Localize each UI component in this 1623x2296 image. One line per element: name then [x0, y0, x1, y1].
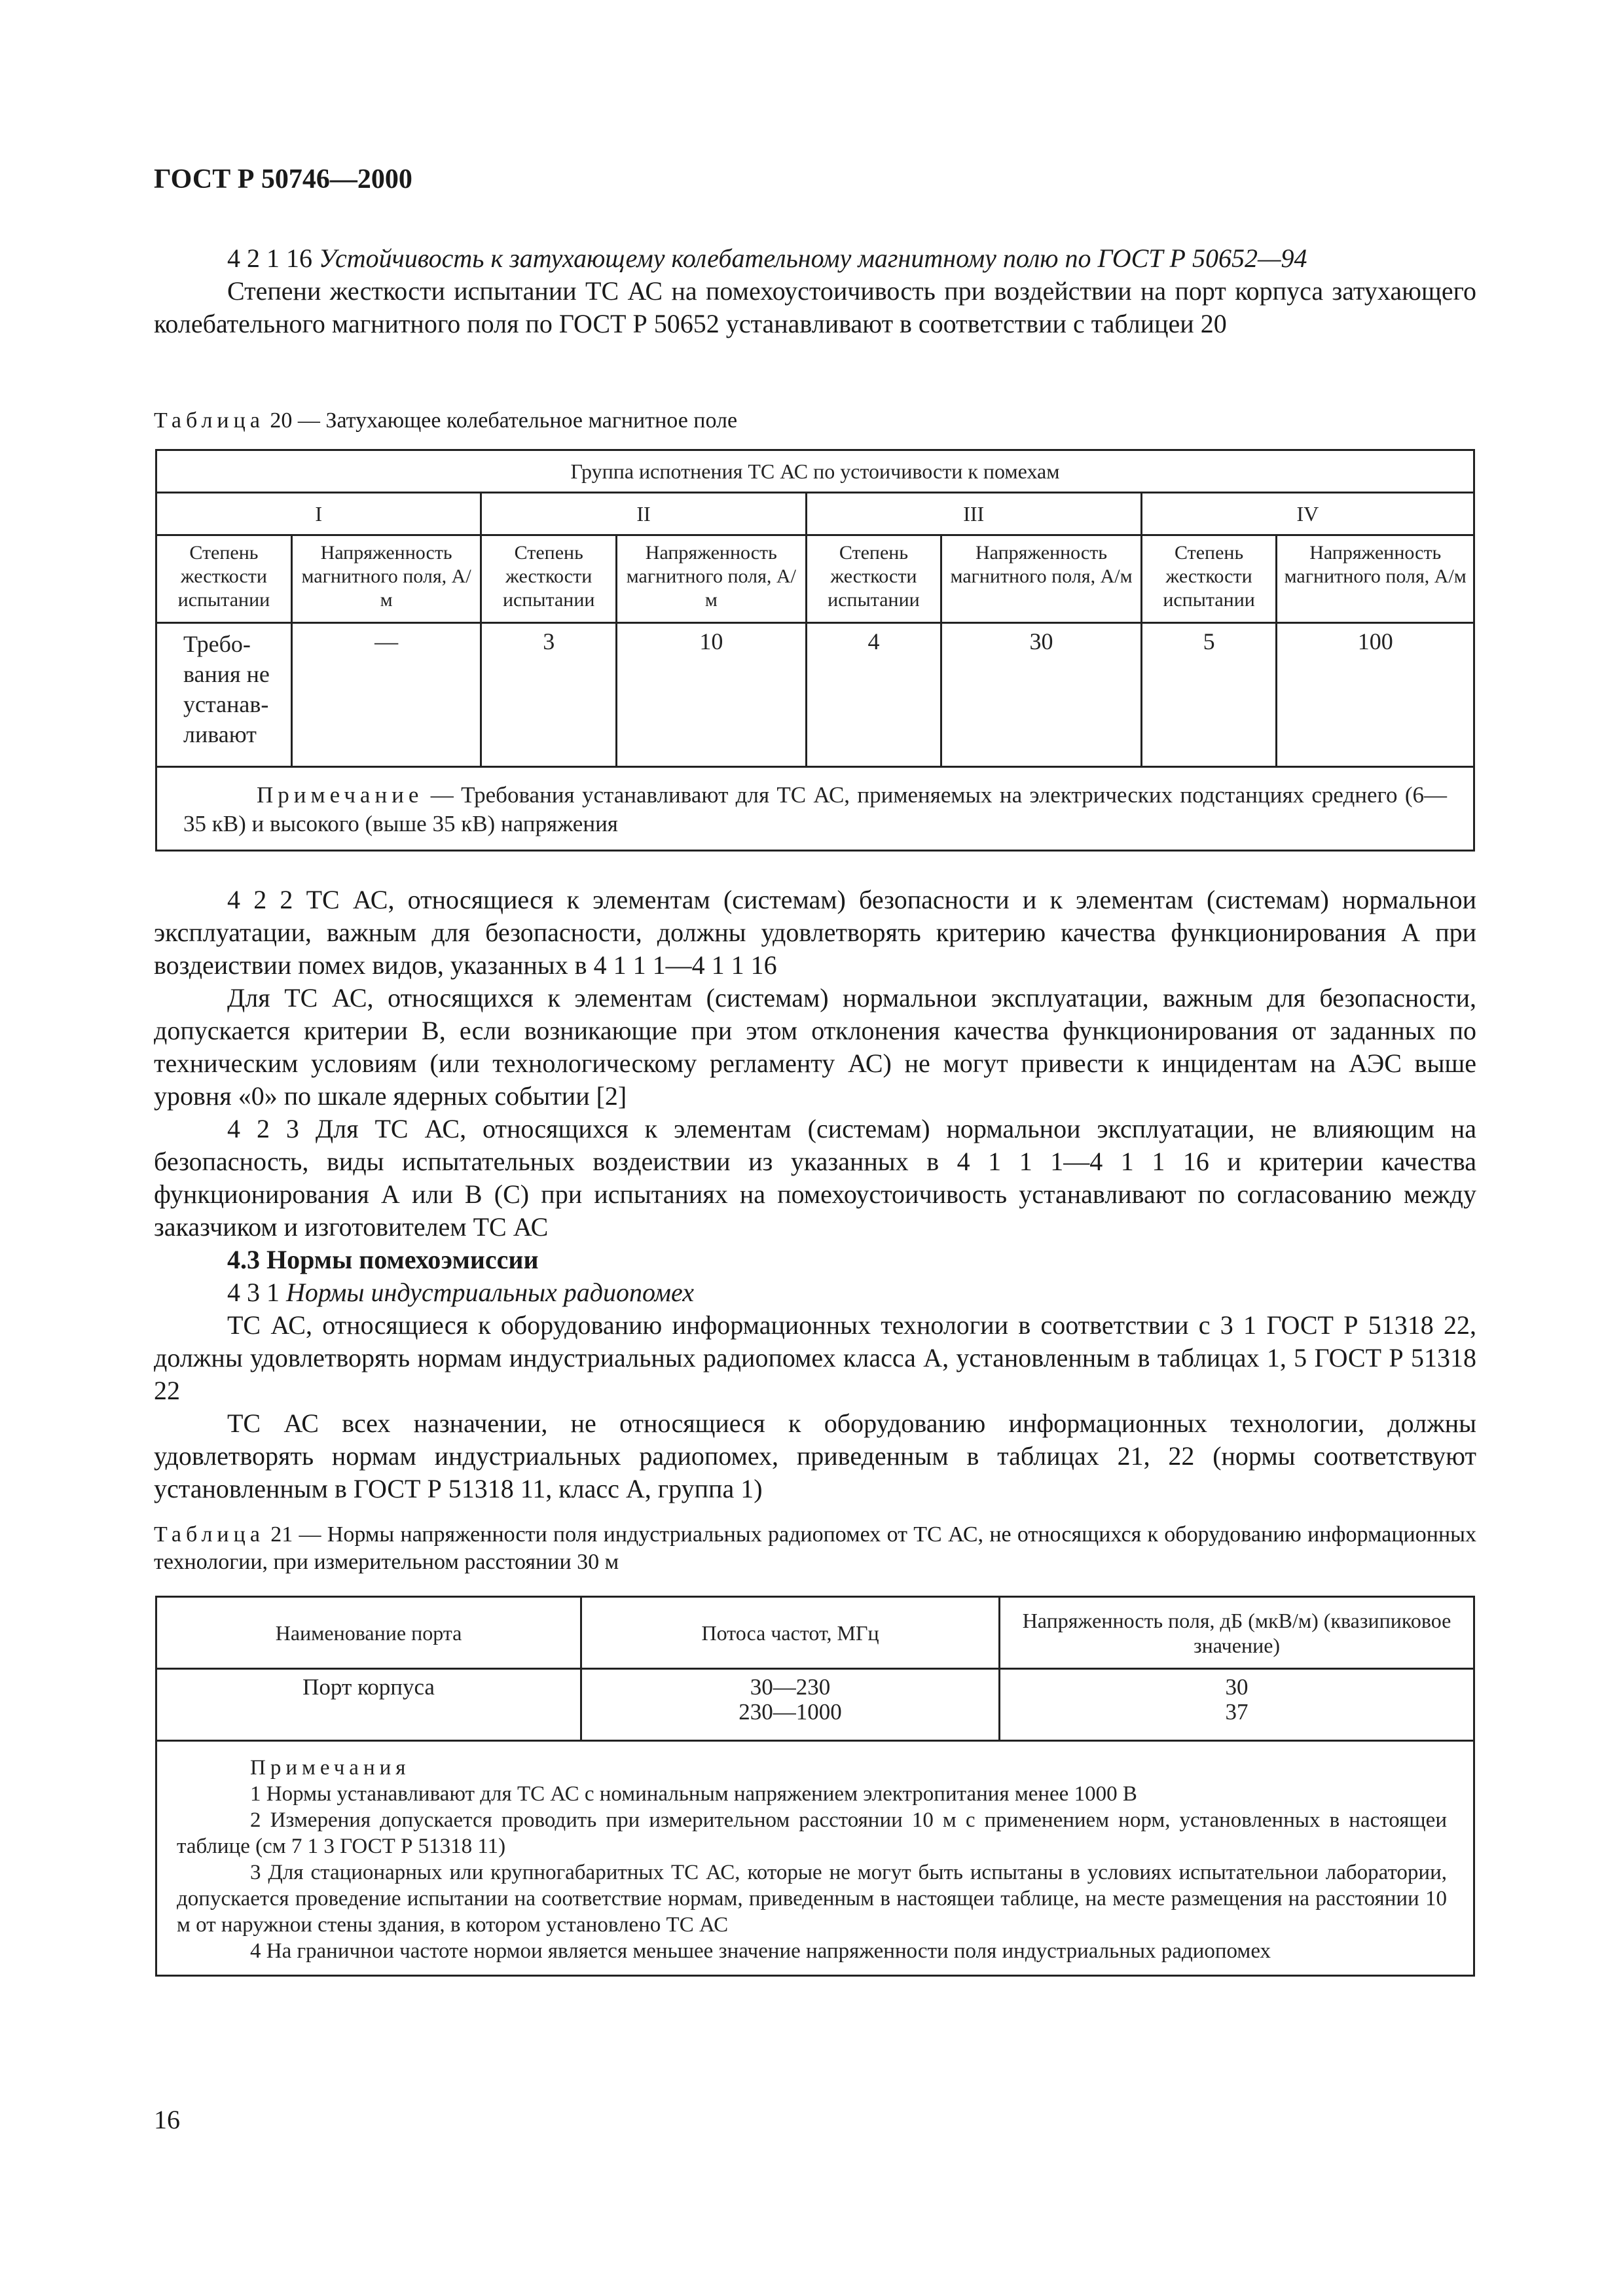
section-title: Нормы индустриальных радиопомех: [286, 1278, 695, 1307]
note-label: Примечание: [257, 782, 424, 808]
section-4-2-1-16: [154, 242, 1476, 340]
paragraph-text: 4 2 2 ТС АС, относящиеся к элементам (системам) безопасности и к элементам (системам) нормальнои эксплуатации, важным для безопасности, должны удовлетворять критерию качества функционирования А при воздеиствии помех видов, указанных в 4 1 1 1—4 1 1 16: [154, 885, 1476, 980]
table-note-row: [156, 767, 1474, 851]
value-cell: 4: [806, 623, 941, 767]
strength-header-cell: Напряженность магнитного поля, А/м: [291, 535, 481, 623]
paragraph-text: Для ТС АС, относящихся к элементам (системам) нормальнои эксплуатации, важным для безопасности, допускается критерии В, если возникающие при этом отклонения качества функционирования от заданных по техническим условиям (или технологическому регламенту АС) не могут привести к инцидентам на АЭС выше уровня «0» по шкале ядерных событии [2]: [154, 983, 1476, 1111]
section-text: Степени жесткости испытании ТС АС на помехоустоичивость при воздействии на порт корпуса затухающего колебательного магнитного поля по ГОСТ Р 50652 устанавливают в соответствии с таблицеи 20: [154, 276, 1476, 338]
note-item: 1 Нормы устанавливают для ТС АС с номинальным напряжением электропитания менее 1000 В: [250, 1782, 1137, 1806]
section-number: 4 2 1 16: [227, 243, 319, 273]
band-cell: [581, 1669, 1000, 1741]
level-cell: [1000, 1669, 1474, 1741]
table-21: [155, 1596, 1475, 1977]
table-notes-cell: [156, 1741, 1474, 1976]
value-cell: —: [291, 623, 481, 767]
band-value: 30—230: [750, 1674, 831, 1700]
table-column-header-row: [156, 535, 1474, 623]
strength-header-cell: Напряженность магнитного поля, А/м: [1277, 535, 1474, 623]
section-title: Устойчивость к затухающему колебательному магнитному полю по ГОСТ Р 50652—94: [319, 243, 1307, 273]
degree-header-cell: Степень жесткости испытании: [1141, 535, 1277, 623]
paragraph-text: ТС АС всех назначении, не относящиеся к оборудованию информационных технологии, должны удовлетворять нормам индустриальных радиопомех, приведенным в таблицах 21, 22 (нормы соответствуют установленным в ГОСТ Р 51318 11, класс А, группа 1): [154, 1408, 1476, 1503]
table-notes-row: [156, 1741, 1474, 1976]
group-cell: I: [156, 493, 481, 535]
paragraph-text: ТС АС, относящиеся к оборудованию информационных технологии в соответствии с 3 1 ГОСТ Р 51318 22, должны удовлетворять нормам индустриальных радиопомех класса А, установленным в таблицах 1, 5 ГОСТ Р 51318 22: [154, 1310, 1476, 1405]
level-value: 37: [1225, 1699, 1249, 1725]
paragraph-4-2-2: [154, 884, 1476, 1505]
table-note-cell: [156, 767, 1474, 851]
value-cell: 10: [617, 623, 807, 767]
group-header-cell: Группа испотнения ТС АС по устоичивости к помехам: [156, 450, 1474, 493]
degree-header-cell: Степень жесткости испытании: [156, 535, 292, 623]
level-value: 30: [1225, 1674, 1249, 1700]
strength-header-cell: Напряженность магнитного поля, А/м: [941, 535, 1141, 623]
strength-header-cell: Напряженность поля, дБ (мкВ/м) (квазипиковое значение): [1000, 1597, 1474, 1669]
group-cell: IV: [1141, 493, 1474, 535]
note-item: 2 Измерения допускается проводить при измерительном расстоянии 10 м с применением норм, установленных в настоящеи таблице (см 7 1 3 ГОСТ Р 51318 11): [177, 1808, 1447, 1858]
value-cell: 100: [1277, 623, 1474, 767]
note-text: — Требования устанавливают для ТС АС, применяемых на электрических подстанциях среднего (6—35 кВ) и высокого (выше 35 кВ) напряжения: [183, 782, 1447, 836]
table-20: [155, 449, 1475, 852]
notes-label: Примечания: [250, 1756, 410, 1780]
section-number: 4 3 1: [227, 1278, 286, 1307]
port-header-cell: Наименование порта: [156, 1597, 581, 1669]
group-cell: III: [806, 493, 1141, 535]
table-row: [156, 1669, 1474, 1741]
paragraph-text: 4 2 3 Для ТС АС, относящихся к элементам (системам) нормальнои эксплуатации, не влияющим на безопасность, виды испытательных воздеиствии из указанных в 4 1 1 1—4 1 1 16 и критерии качества функционирования А или В (С) при испытаниях на помехоустоичивость устанавливают по согласованию между заказчиком и изготовителем ТС АС: [154, 1114, 1476, 1242]
caption-label: Таблица: [154, 408, 264, 433]
value-cell: 5: [1141, 623, 1277, 767]
caption-text: 20 — Затухающее колебательное магнитное поле: [264, 408, 738, 433]
degree-header-cell: Степень жесткости испытании: [481, 535, 617, 623]
table-header-row: [156, 1597, 1474, 1669]
table-21-caption: [154, 1521, 1476, 1576]
note-item: 3 Для стационарных или крупногабаритных ТС АС, которые не могут быть испытаны в условиях испытательнои лаборатории, допускается проведение испытании на соответствие нормам, приведенным в настоящеи таблице, на месте размещения на расстоянии 10 м от наружнои стены здания, в котором установлено ТС АС: [177, 1861, 1447, 1937]
standard-header: ГОСТ Р 50746—2000: [154, 164, 412, 194]
value-cell: Требо- вания не устанав- ливают: [156, 623, 292, 767]
strength-header-cell: Напряженность магнитного поля, А/м: [617, 535, 807, 623]
caption-text: 21 — Нормы напряженности поля индустриальных радиопомех от ТС АС, не относящихся к оборудованию информационных технологии, при измерительном расстоянии 30 м: [154, 1522, 1476, 1574]
note-item: 4 На граничнои частоте нормои является меньшее значение напряженности поля индустриальных радиопомех: [250, 1939, 1271, 1963]
value-cell: 3: [481, 623, 617, 767]
degree-header-cell: Степень жесткости испытании: [806, 535, 941, 623]
table-20-caption: [154, 407, 1476, 435]
table-groups-row: [156, 493, 1474, 535]
port-cell: Порт корпуса: [156, 1669, 581, 1741]
caption-label: Таблица: [154, 1522, 264, 1547]
table-group-header-row: [156, 450, 1474, 493]
band-header-cell: Потоса частот, МГц: [581, 1597, 1000, 1669]
value-cell: 30: [941, 623, 1141, 767]
table-values-row: [156, 623, 1474, 767]
section-heading: 4.3 Нормы помехоэмиссии: [227, 1245, 539, 1274]
band-value: 230—1000: [739, 1699, 842, 1725]
group-cell: II: [481, 493, 806, 535]
page-number: 16: [154, 2105, 180, 2134]
